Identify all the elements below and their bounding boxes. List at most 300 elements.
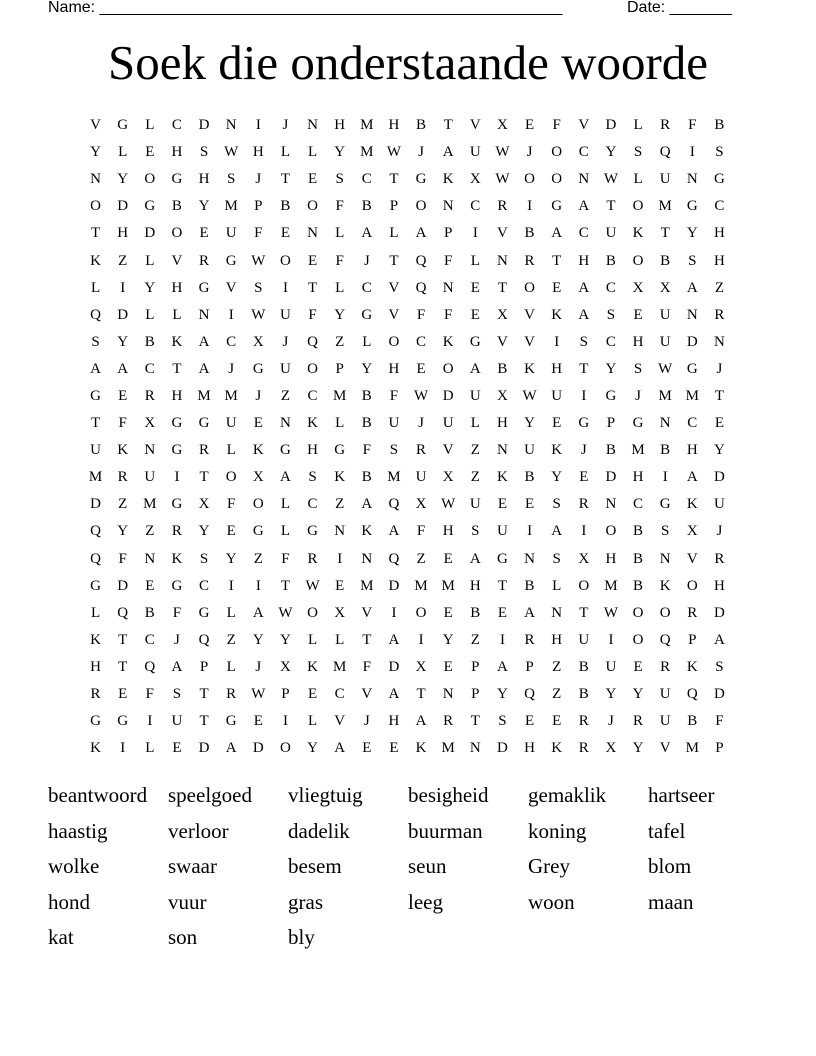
grid-cell: L bbox=[226, 442, 236, 459]
grid-cell: A bbox=[225, 740, 237, 757]
grid-cell: M bbox=[88, 469, 103, 486]
grid-cell: O bbox=[551, 144, 563, 161]
word-list-item: blom bbox=[648, 854, 692, 878]
grid-cell: B bbox=[660, 442, 671, 459]
grid-cell: J bbox=[418, 415, 424, 432]
grid-cell: W bbox=[603, 604, 619, 621]
grid-cell: K bbox=[90, 252, 101, 269]
word-list-item: vuur bbox=[168, 889, 207, 914]
grid-cell: L bbox=[552, 577, 562, 594]
grid-cell: B bbox=[361, 415, 372, 432]
grid-cell: T bbox=[199, 469, 209, 486]
grid-cell: B bbox=[280, 198, 291, 215]
grid-cell: L bbox=[470, 252, 480, 269]
grid-row bbox=[82, 464, 733, 491]
grid-cell: A bbox=[198, 360, 210, 377]
grid-cell: X bbox=[144, 415, 156, 432]
grid-row bbox=[82, 627, 733, 654]
grid-cell: K bbox=[551, 306, 563, 323]
grid-cell: Q bbox=[415, 279, 427, 296]
grid-cell: H bbox=[632, 333, 644, 350]
grid-cell: C bbox=[171, 117, 182, 134]
grid-cell: H bbox=[686, 442, 698, 459]
grid-cell: B bbox=[605, 252, 616, 269]
grid-cell: A bbox=[578, 198, 590, 215]
grid-cell: V bbox=[388, 279, 400, 296]
grid-cell: G bbox=[171, 442, 183, 459]
grid-cell: D bbox=[714, 686, 725, 703]
grid-cell: S bbox=[308, 469, 317, 486]
grid-cell: X bbox=[198, 496, 210, 513]
grid-cell: Y bbox=[225, 550, 237, 567]
grid-cell: Q bbox=[117, 604, 129, 621]
grid-cell: U bbox=[578, 631, 590, 648]
grid-cell: G bbox=[578, 415, 590, 432]
grid-cell: Y bbox=[632, 686, 644, 703]
grid-cell: B bbox=[660, 252, 671, 269]
word-list-item: besem bbox=[288, 854, 342, 878]
word-list-item: verloor bbox=[168, 818, 229, 843]
grid-cell: L bbox=[335, 415, 345, 432]
grid-cell: I bbox=[391, 604, 397, 621]
grid-cell: E bbox=[497, 604, 508, 621]
grid-cell: U bbox=[225, 415, 237, 432]
grid-cell: D bbox=[117, 306, 129, 323]
grid-row bbox=[82, 193, 733, 220]
grid-cell: Y bbox=[307, 740, 318, 757]
grid-cell: E bbox=[145, 577, 155, 594]
grid-cell: G bbox=[497, 550, 508, 567]
grid-cell: K bbox=[632, 225, 644, 242]
grid-cell: O bbox=[388, 333, 400, 350]
grid-cell: S bbox=[91, 333, 100, 350]
grid-cell: M bbox=[143, 496, 157, 513]
grid-cell: P bbox=[254, 198, 263, 215]
grid-cell: G bbox=[90, 387, 101, 404]
grid-cell: N bbox=[442, 279, 454, 296]
grid-cell: M bbox=[685, 740, 699, 757]
grid-cell: D bbox=[605, 117, 617, 134]
grid-cell: M bbox=[224, 387, 238, 404]
grid-cell: M bbox=[604, 577, 618, 594]
grid-cell: R bbox=[497, 198, 508, 215]
grid-cell: F bbox=[362, 658, 371, 675]
grid-cell: X bbox=[442, 469, 454, 486]
grid-cell: O bbox=[632, 631, 644, 648]
grid-cell: K bbox=[171, 333, 183, 350]
grid-cell: E bbox=[633, 658, 643, 675]
grid-cell: L bbox=[307, 631, 318, 648]
grid-cell: P bbox=[281, 686, 290, 703]
grid-cell: J bbox=[255, 171, 262, 188]
grid-cell: G bbox=[225, 713, 237, 730]
grid-cell: I bbox=[147, 713, 153, 730]
grid-cell: I bbox=[608, 631, 614, 648]
grid-cell: N bbox=[659, 550, 671, 567]
word-list bbox=[48, 778, 768, 956]
grid-cell: N bbox=[225, 117, 237, 134]
grid-cell: C bbox=[578, 144, 589, 161]
grid-cell: D bbox=[144, 225, 156, 242]
grid-cell: K bbox=[252, 442, 264, 459]
grid-cell: V bbox=[469, 117, 481, 134]
grid-cell: T bbox=[389, 171, 399, 188]
word-list-item: swaar bbox=[168, 854, 217, 878]
grid-cell: G bbox=[117, 117, 129, 134]
grid-cell: C bbox=[307, 496, 318, 513]
grid-cell: E bbox=[253, 415, 263, 432]
grid-cell: R bbox=[524, 631, 535, 648]
grid-cell: N bbox=[144, 550, 156, 567]
grid-cell: H bbox=[442, 523, 454, 540]
grid-cell: S bbox=[715, 144, 724, 161]
grid-cell: K bbox=[442, 171, 454, 188]
grid-cell: V bbox=[686, 550, 698, 567]
grid-cell: V bbox=[171, 252, 183, 269]
grid-cell: G bbox=[714, 171, 725, 188]
grid-cell: R bbox=[226, 686, 237, 703]
grid-cell: J bbox=[716, 523, 723, 540]
grid-cell: U bbox=[605, 225, 617, 242]
grid-cell: H bbox=[90, 658, 101, 675]
grid-cell: L bbox=[335, 225, 345, 242]
grid-cell: O bbox=[442, 360, 454, 377]
grid-cell: N bbox=[442, 198, 454, 215]
grid-cell: E bbox=[362, 740, 372, 757]
grid-cell: Q bbox=[659, 631, 671, 648]
grid-cell: R bbox=[578, 496, 589, 513]
grid-cell: Y bbox=[632, 740, 644, 757]
grid-cell: I bbox=[689, 144, 695, 161]
grid-cell: N bbox=[307, 117, 318, 134]
grid-cell: Z bbox=[470, 469, 480, 486]
grid-cell: V bbox=[497, 333, 508, 350]
grid-cell: R bbox=[633, 713, 644, 730]
grid-cell: S bbox=[606, 306, 616, 323]
grid-cell: F bbox=[362, 442, 371, 459]
grid-cell: I bbox=[228, 306, 234, 323]
grid-cell: Y bbox=[198, 523, 210, 540]
grid-cell: P bbox=[335, 360, 344, 377]
grid-row bbox=[82, 112, 733, 139]
grid-cell: G bbox=[144, 198, 156, 215]
grid-cell: X bbox=[605, 740, 617, 757]
grid-cell: I bbox=[662, 469, 668, 486]
grid-cell: J bbox=[174, 631, 180, 648]
grid-cell: W bbox=[441, 496, 456, 513]
grid-cell: U bbox=[469, 387, 481, 404]
grid-cell: C bbox=[470, 198, 481, 215]
grid-cell: M bbox=[685, 387, 699, 404]
grid-cell: V bbox=[334, 713, 346, 730]
grid-cell: E bbox=[307, 252, 318, 269]
grid-cell: H bbox=[578, 252, 590, 269]
grid-cell: D bbox=[442, 387, 454, 404]
grid-cell: K bbox=[90, 631, 101, 648]
grid-cell: L bbox=[226, 604, 236, 621]
grid-cell: H bbox=[605, 550, 617, 567]
grid-cell: M bbox=[360, 117, 374, 134]
grid-cell: L bbox=[633, 171, 643, 188]
grid-cell: S bbox=[335, 171, 344, 188]
grid-cell: B bbox=[524, 577, 535, 594]
grid-cell: O bbox=[171, 225, 183, 242]
grid-cell: S bbox=[552, 550, 561, 567]
grid-cell: I bbox=[418, 631, 424, 648]
grid-cell: E bbox=[253, 713, 263, 730]
grid-cell: G bbox=[686, 360, 698, 377]
grid-cell: I bbox=[581, 387, 587, 404]
grid-cell: L bbox=[335, 631, 345, 648]
grid-cell: Q bbox=[307, 333, 318, 350]
grid-cell: A bbox=[171, 658, 183, 675]
grid-cell: N bbox=[361, 550, 373, 567]
grid-cell: S bbox=[389, 442, 399, 459]
grid-cell: H bbox=[524, 740, 535, 757]
grid-cell: R bbox=[660, 658, 671, 675]
grid-cell: K bbox=[551, 740, 563, 757]
grid-cell: W bbox=[603, 171, 619, 188]
grid-cell: Y bbox=[361, 360, 373, 377]
grid-row bbox=[82, 437, 733, 464]
grid-cell: A bbox=[117, 360, 129, 377]
grid-cell: X bbox=[334, 604, 346, 621]
grid-cell: Y bbox=[605, 144, 617, 161]
grid-cell: C bbox=[578, 225, 589, 242]
grid-cell: P bbox=[525, 658, 534, 675]
grid-cell: G bbox=[171, 496, 183, 513]
grid-cell: E bbox=[470, 279, 480, 296]
grid-cell: O bbox=[307, 198, 318, 215]
grid-cell: B bbox=[497, 360, 508, 377]
grid-cell: W bbox=[251, 306, 266, 323]
grid-cell: J bbox=[255, 387, 262, 404]
word-list-item: gras bbox=[288, 889, 323, 914]
grid-cell: D bbox=[388, 577, 400, 594]
grid-cell: X bbox=[497, 117, 508, 134]
grid-cell: M bbox=[414, 577, 428, 594]
grid-cell: L bbox=[145, 117, 155, 134]
grid-cell: F bbox=[118, 550, 127, 567]
grid-cell: N bbox=[469, 740, 481, 757]
grid-cell: Y bbox=[714, 442, 725, 459]
grid-cell: M bbox=[197, 387, 211, 404]
grid-cell: O bbox=[551, 171, 563, 188]
grid-cell: Q bbox=[90, 306, 101, 323]
grid-cell: I bbox=[120, 740, 126, 757]
grid-cell: W bbox=[386, 144, 402, 161]
word-list-item: vliegtuig bbox=[288, 783, 363, 807]
word-list-item: bly bbox=[288, 925, 315, 949]
grid-cell: D bbox=[198, 740, 210, 757]
grid-cell: D bbox=[117, 577, 129, 594]
grid-cell: U bbox=[225, 225, 237, 242]
grid-cell: K bbox=[361, 523, 373, 540]
grid-cell: F bbox=[335, 252, 344, 269]
grid-cell: W bbox=[278, 604, 293, 621]
grid-cell: Q bbox=[388, 550, 400, 567]
grid-cell: L bbox=[280, 144, 291, 161]
grid-cell: F bbox=[416, 523, 426, 540]
word-list-item: kat bbox=[48, 925, 74, 949]
grid-cell: S bbox=[199, 144, 209, 161]
grid-cell: T bbox=[606, 198, 616, 215]
grid-cell: Y bbox=[334, 306, 346, 323]
word-list-item: hartseer bbox=[648, 783, 715, 807]
grid-cell: G bbox=[632, 415, 644, 432]
grid-cell: V bbox=[442, 442, 454, 459]
grid-cell: S bbox=[661, 523, 670, 540]
grid-cell: Y bbox=[524, 415, 535, 432]
grid-cell: Z bbox=[145, 523, 155, 540]
grid-cell: X bbox=[415, 658, 427, 675]
grid-cell: U bbox=[605, 658, 617, 675]
grid-cell: M bbox=[658, 387, 672, 404]
grid-cell: U bbox=[524, 442, 535, 459]
grid-cell: A bbox=[469, 550, 481, 567]
grid-cell: R bbox=[714, 306, 725, 323]
grid-row bbox=[82, 166, 733, 193]
grid-cell: I bbox=[499, 631, 505, 648]
grid-cell: V bbox=[361, 686, 373, 703]
grid-cell: T bbox=[443, 117, 453, 134]
grid-cell: Q bbox=[388, 496, 400, 513]
grid-cell: A bbox=[686, 279, 698, 296]
grid-cell: X bbox=[252, 469, 264, 486]
grid-cell: H bbox=[714, 577, 725, 594]
grid-cell: Q bbox=[686, 686, 698, 703]
grid-cell: T bbox=[660, 225, 670, 242]
grid-cell: U bbox=[659, 333, 671, 350]
word-list-item: son bbox=[168, 925, 198, 949]
grid-cell: A bbox=[686, 469, 698, 486]
grid-cell: I bbox=[255, 577, 261, 594]
grid-cell: K bbox=[659, 577, 671, 594]
grid-cell: N bbox=[307, 225, 318, 242]
grid-cell: Y bbox=[117, 171, 129, 188]
grid-cell: H bbox=[117, 225, 129, 242]
grid-cell: W bbox=[305, 577, 320, 594]
grid-cell: G bbox=[198, 415, 210, 432]
grid-cell: T bbox=[90, 225, 101, 242]
grid-cell: S bbox=[227, 171, 236, 188]
grid-cell: M bbox=[360, 577, 374, 594]
grid-cell: C bbox=[714, 198, 725, 215]
grid-cell: M bbox=[224, 198, 238, 215]
grid-cell: E bbox=[633, 306, 643, 323]
grid-cell: E bbox=[226, 523, 236, 540]
grid-cell: E bbox=[524, 713, 535, 730]
grid-row bbox=[82, 383, 733, 410]
grid-cell: K bbox=[686, 496, 698, 513]
grid-cell: Z bbox=[280, 387, 291, 404]
word-list-item: maan bbox=[648, 889, 694, 914]
grid-cell: Z bbox=[253, 550, 263, 567]
grid-cell: I bbox=[120, 279, 126, 296]
grid-cell: Z bbox=[226, 631, 236, 648]
grid-cell: Z bbox=[470, 442, 480, 459]
grid-cell: G bbox=[659, 496, 671, 513]
grid-cell: Q bbox=[415, 252, 427, 269]
grid-cell: E bbox=[443, 604, 453, 621]
grid-cell: G bbox=[171, 171, 183, 188]
grid-cell: P bbox=[444, 225, 453, 242]
grid-cell: C bbox=[605, 333, 616, 350]
grid-cell: B bbox=[633, 550, 644, 567]
grid-cell: U bbox=[659, 713, 671, 730]
grid-cell: C bbox=[605, 279, 616, 296]
word-list-item: wolke bbox=[48, 854, 100, 878]
letter-grid bbox=[82, 112, 733, 762]
grid-cell: C bbox=[687, 415, 698, 432]
grid-cell: M bbox=[441, 740, 455, 757]
grid-cell: R bbox=[307, 550, 318, 567]
grid-cell: W bbox=[413, 387, 429, 404]
word-list-item: haastig bbox=[48, 818, 108, 843]
word-list-item: woon bbox=[528, 889, 575, 914]
grid-cell: G bbox=[117, 713, 129, 730]
grid-cell: I bbox=[554, 333, 560, 350]
grid-cell: K bbox=[551, 442, 563, 459]
grid-cell: U bbox=[415, 469, 427, 486]
grid-cell: B bbox=[144, 604, 155, 621]
grid-cell: K bbox=[442, 333, 454, 350]
grid-cell: C bbox=[361, 171, 372, 188]
grid-cell: X bbox=[280, 658, 291, 675]
grid-cell: A bbox=[551, 225, 563, 242]
grid-cell: S bbox=[498, 713, 507, 730]
grid-cell: E bbox=[145, 144, 155, 161]
grid-cell: Y bbox=[252, 631, 264, 648]
grid-cell: L bbox=[90, 604, 101, 621]
grid-cell: U bbox=[659, 171, 671, 188]
grid-row bbox=[82, 600, 733, 627]
grid-cell: O bbox=[280, 252, 291, 269]
grid-cell: T bbox=[416, 686, 426, 703]
grid-cell: K bbox=[117, 442, 129, 459]
grid-cell: X bbox=[686, 523, 698, 540]
grid-cell: O bbox=[632, 604, 644, 621]
grid-cell: V bbox=[90, 117, 101, 134]
word-list-item: leeg bbox=[408, 889, 443, 914]
grid-cell: L bbox=[145, 252, 155, 269]
grid-cell: N bbox=[198, 306, 210, 323]
grid-cell: N bbox=[578, 171, 590, 188]
grid-cell: W bbox=[251, 686, 266, 703]
grid-cell: L bbox=[145, 306, 155, 323]
grid-cell: J bbox=[228, 360, 235, 377]
grid-cell: B bbox=[687, 713, 698, 730]
grid-cell: I bbox=[174, 469, 180, 486]
grid-cell: C bbox=[361, 279, 372, 296]
grid-cell: H bbox=[388, 713, 400, 730]
grid-cell: C bbox=[633, 496, 644, 513]
grid-cell: A bbox=[361, 225, 373, 242]
grid-cell: G bbox=[551, 198, 563, 215]
grid-cell: T bbox=[280, 171, 291, 188]
grid-cell: T bbox=[714, 387, 725, 404]
grid-cell: H bbox=[551, 360, 563, 377]
grid-cell: U bbox=[280, 360, 291, 377]
grid-cell: O bbox=[524, 279, 535, 296]
grid-row bbox=[82, 681, 733, 708]
grid-cell: D bbox=[198, 117, 210, 134]
grid-cell: V bbox=[225, 279, 237, 296]
grid-cell: K bbox=[497, 469, 508, 486]
grid-cell: A bbox=[415, 713, 427, 730]
grid-cell: Y bbox=[551, 469, 563, 486]
grid-cell: B bbox=[633, 523, 644, 540]
